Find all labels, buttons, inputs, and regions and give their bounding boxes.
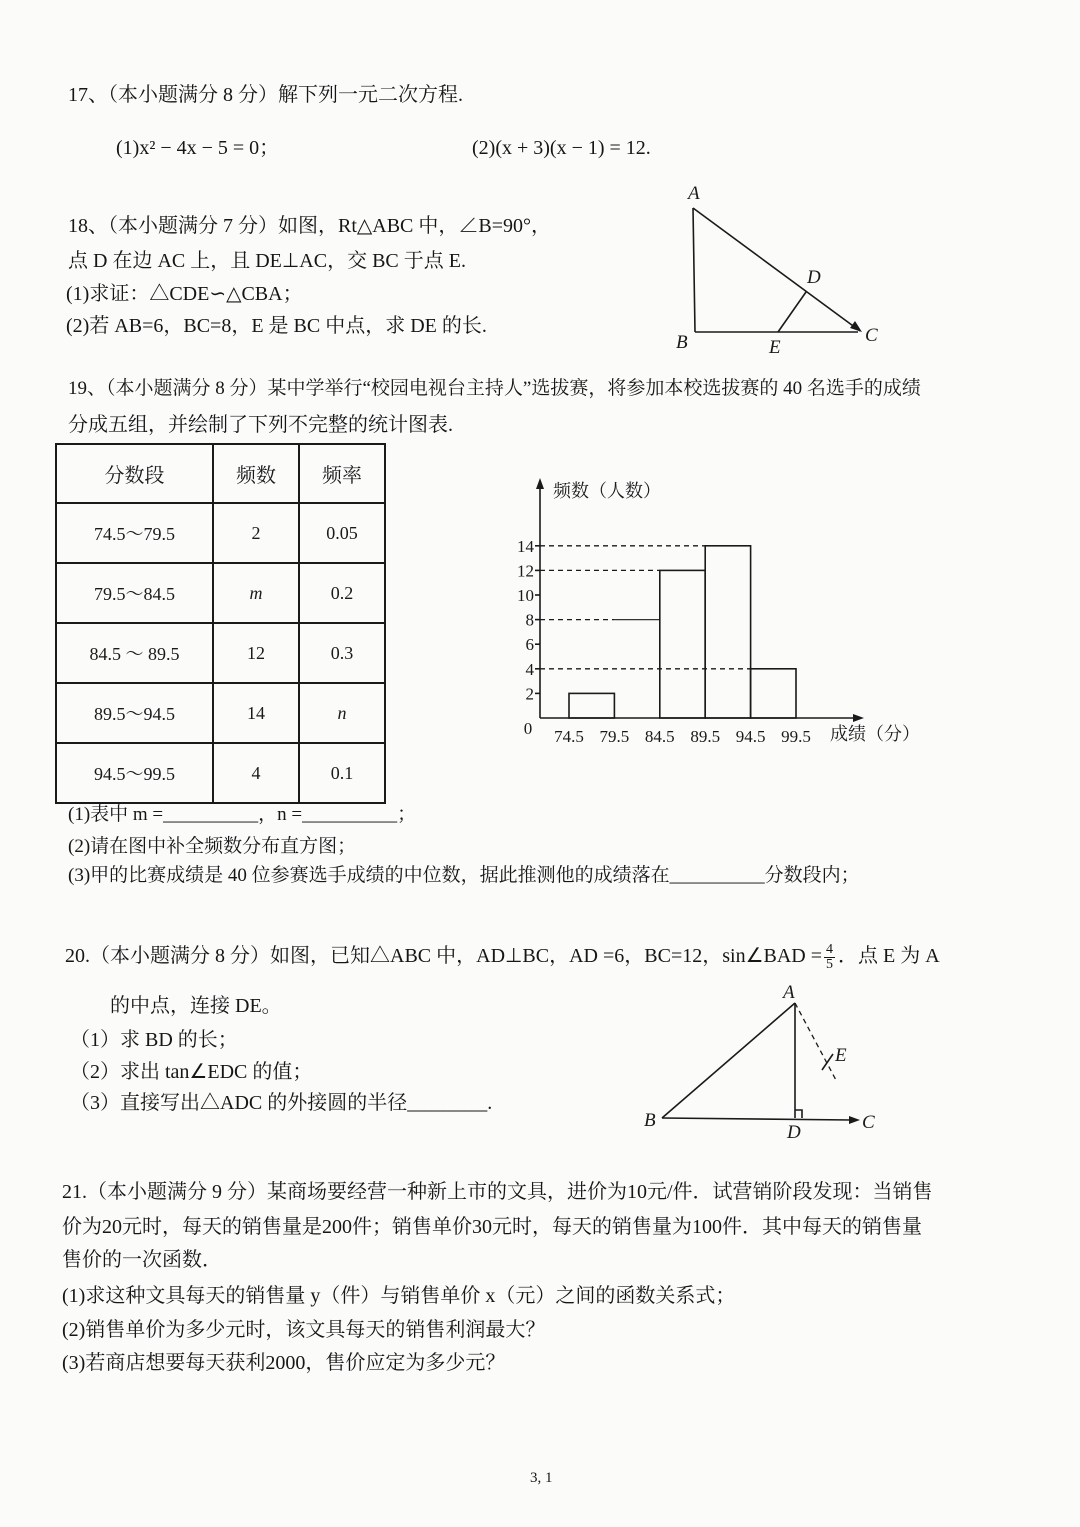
- y-tick-label: 2: [525, 684, 534, 704]
- y-tick-label: 0: [523, 719, 533, 738]
- y-tick-label: 6: [525, 635, 534, 655]
- table-cell: 89.5～94.5: [56, 683, 213, 743]
- q20-triangle-figure: [630, 980, 890, 1150]
- q21-part-2: (2)销售单价为多少元时，该文具每天的销售利润最大？: [62, 1319, 546, 1341]
- label-e: E: [769, 337, 781, 358]
- segment-ae-dashed: [795, 1003, 837, 1082]
- table-row: [56, 503, 385, 563]
- segment-bc: [662, 1118, 852, 1120]
- label-a: A: [783, 982, 795, 1003]
- histogram: [500, 470, 940, 760]
- frequency-table: [55, 443, 386, 804]
- q21-part-1: (1)求这种文具每天的销售量 y（件）与销售单价 x（元）之间的函数关系式；: [62, 1285, 736, 1307]
- segment-ba: [662, 1003, 795, 1118]
- x-axis-label: 成绩（分）: [830, 724, 920, 744]
- q21-stem-line1: 21.（本小题满分 9 分）某商场要经营一种新上市的文具，进价为10元/件．试营销阶段发现：当销售: [62, 1181, 933, 1203]
- fraction-denominator: 5: [826, 957, 834, 972]
- arrowhead-c: [850, 321, 862, 332]
- q20-stem-line1: [65, 943, 940, 972]
- y-tick-label: 8: [525, 610, 534, 630]
- y-tick-label: 10: [517, 586, 534, 605]
- q21-part-3: (3)若商店想要每天获利2000，售价应定为多少元？: [62, 1352, 506, 1374]
- x-tick-label: 84.5: [644, 727, 675, 746]
- q21-stem-line2: 价为20元时，每天的销售量是200件；销售单价30元时，每天的销售量为100件．其中每天的销售量: [62, 1216, 922, 1238]
- label-d: D: [787, 1122, 801, 1143]
- page-number: 3, 1: [530, 1470, 553, 1486]
- x-tick-label: 89.5: [690, 727, 721, 746]
- q17-equation-2: (2)(x + 3)(x − 1) = 12.: [472, 137, 651, 159]
- x-tick-label: 99.5: [781, 727, 811, 746]
- table-cell: 94.5～99.5: [56, 743, 213, 803]
- segment-ac: [693, 208, 860, 331]
- header-frequency-rate: 频率: [299, 444, 385, 503]
- q19-stem-line2: 分成五组，并绘制了下列不完整的统计图表.: [68, 414, 453, 436]
- table-cell: 0.05: [299, 503, 385, 563]
- table-row: [56, 623, 385, 683]
- segment-de: [778, 292, 806, 332]
- table-cell: 0.2: [299, 563, 385, 623]
- sin-fraction: [824, 943, 835, 972]
- y-tick-label: 12: [517, 561, 534, 581]
- q19-part-2: (2)请在图中补全频数分布直方图；: [68, 836, 357, 857]
- y-tick-label: 4: [525, 659, 534, 679]
- q18-triangle-figure: [660, 175, 910, 365]
- label-d: D: [807, 267, 821, 288]
- label-e: E: [835, 1045, 847, 1066]
- header-frequency-count: 频数: [213, 444, 299, 503]
- histogram-bar: [751, 669, 796, 718]
- label-b: B: [676, 332, 688, 353]
- q20-stem-line2: 的中点，连接 DE。: [110, 995, 282, 1017]
- histogram-bar: [569, 693, 614, 718]
- table-cell: 0.1: [299, 743, 385, 803]
- label-b: B: [644, 1110, 656, 1131]
- q17-title: 17、（本小题满分 8 分）解下列一元二次方程.: [68, 84, 463, 106]
- q20-part-1: （1）求 BD 的长；: [70, 1029, 238, 1051]
- q19-part-3: (3)甲的比赛成绩是 40 位参赛选手成绩的中位数，据此推测他的成绩落在__________分数段内；: [68, 865, 860, 886]
- y-axis-arrowhead: [536, 478, 544, 489]
- right-angle-mark-d: [795, 1110, 802, 1118]
- midpoint-mark-e: [822, 1054, 833, 1070]
- q19-stem-line1: 19、（本小题满分 8 分）某中学举行“校园电视台主持人”选拔赛，将参加本校选拔赛的 40 名选手的成绩: [68, 378, 921, 399]
- table-row: [56, 743, 385, 803]
- y-tick-label: 14: [517, 536, 534, 556]
- header-score-range: 分数段: [56, 444, 213, 503]
- table-cell: m: [213, 563, 299, 623]
- q18-stem-line2: 点 D 在边 AC 上，且 DE⊥AC，交 BC 于点 E.: [68, 250, 466, 272]
- q18-stem-line1: 18、（本小题满分 7 分）如图，Rt△ABC 中，∠B=90°，: [68, 215, 552, 237]
- table-cell: 4: [213, 743, 299, 803]
- label-c: C: [865, 325, 878, 346]
- q18-part-2: (2)若 AB=6，BC=8，E 是 BC 中点，求 DE 的长.: [66, 315, 487, 337]
- fraction-numerator: 4: [826, 942, 834, 957]
- x-tick-label: 79.5: [599, 727, 630, 746]
- table-row: [56, 563, 385, 623]
- q17-equation-1: (1)x² − 4x − 5 = 0；: [116, 137, 280, 159]
- arrowhead-c: [849, 1116, 860, 1124]
- table-cell: 79.5～84.5: [56, 563, 213, 623]
- q21-stem-line3: 售价的一次函数．: [62, 1249, 222, 1271]
- table-cell: 14: [213, 683, 299, 743]
- table-cell: 0.3: [299, 623, 385, 683]
- q20-stem-prefix: 20.（本小题满分 8 分）如图，已知△ABC 中，AD⊥BC，AD =6，BC=12，sin∠BAD =: [65, 945, 823, 968]
- table-cell: 84.5 ～ 89.5: [56, 623, 213, 683]
- y-axis-label: 频数（人数）: [553, 481, 661, 501]
- table-header-row: [56, 444, 385, 503]
- table-cell: 74.5～79.5: [56, 503, 213, 563]
- q20-part-3: （3）直接写出△ADC 的外接圆的半径________.: [70, 1092, 493, 1114]
- q20-stem-suffix: ．点 E 为 A: [838, 945, 940, 968]
- table-cell: 12: [213, 623, 299, 683]
- table-cell: 2: [213, 503, 299, 563]
- table-cell: n: [299, 683, 385, 743]
- histogram-bar: [705, 546, 750, 718]
- q20-part-2: （2）求出 tan∠EDC 的值；: [70, 1061, 313, 1083]
- segment-ab: [693, 208, 695, 332]
- label-a: A: [688, 183, 700, 204]
- x-tick-label: 94.5: [735, 727, 766, 746]
- q18-part-1: (1)求证：△CDE∽△CBA；: [66, 283, 303, 305]
- q19-part-1: (1)表中 m =__________，n =__________；: [68, 804, 417, 825]
- label-c: C: [862, 1112, 875, 1133]
- x-tick-label: 74.5: [554, 727, 584, 746]
- histogram-bar: [660, 570, 705, 718]
- table-row: [56, 683, 385, 743]
- x-axis-arrowhead: [853, 714, 864, 722]
